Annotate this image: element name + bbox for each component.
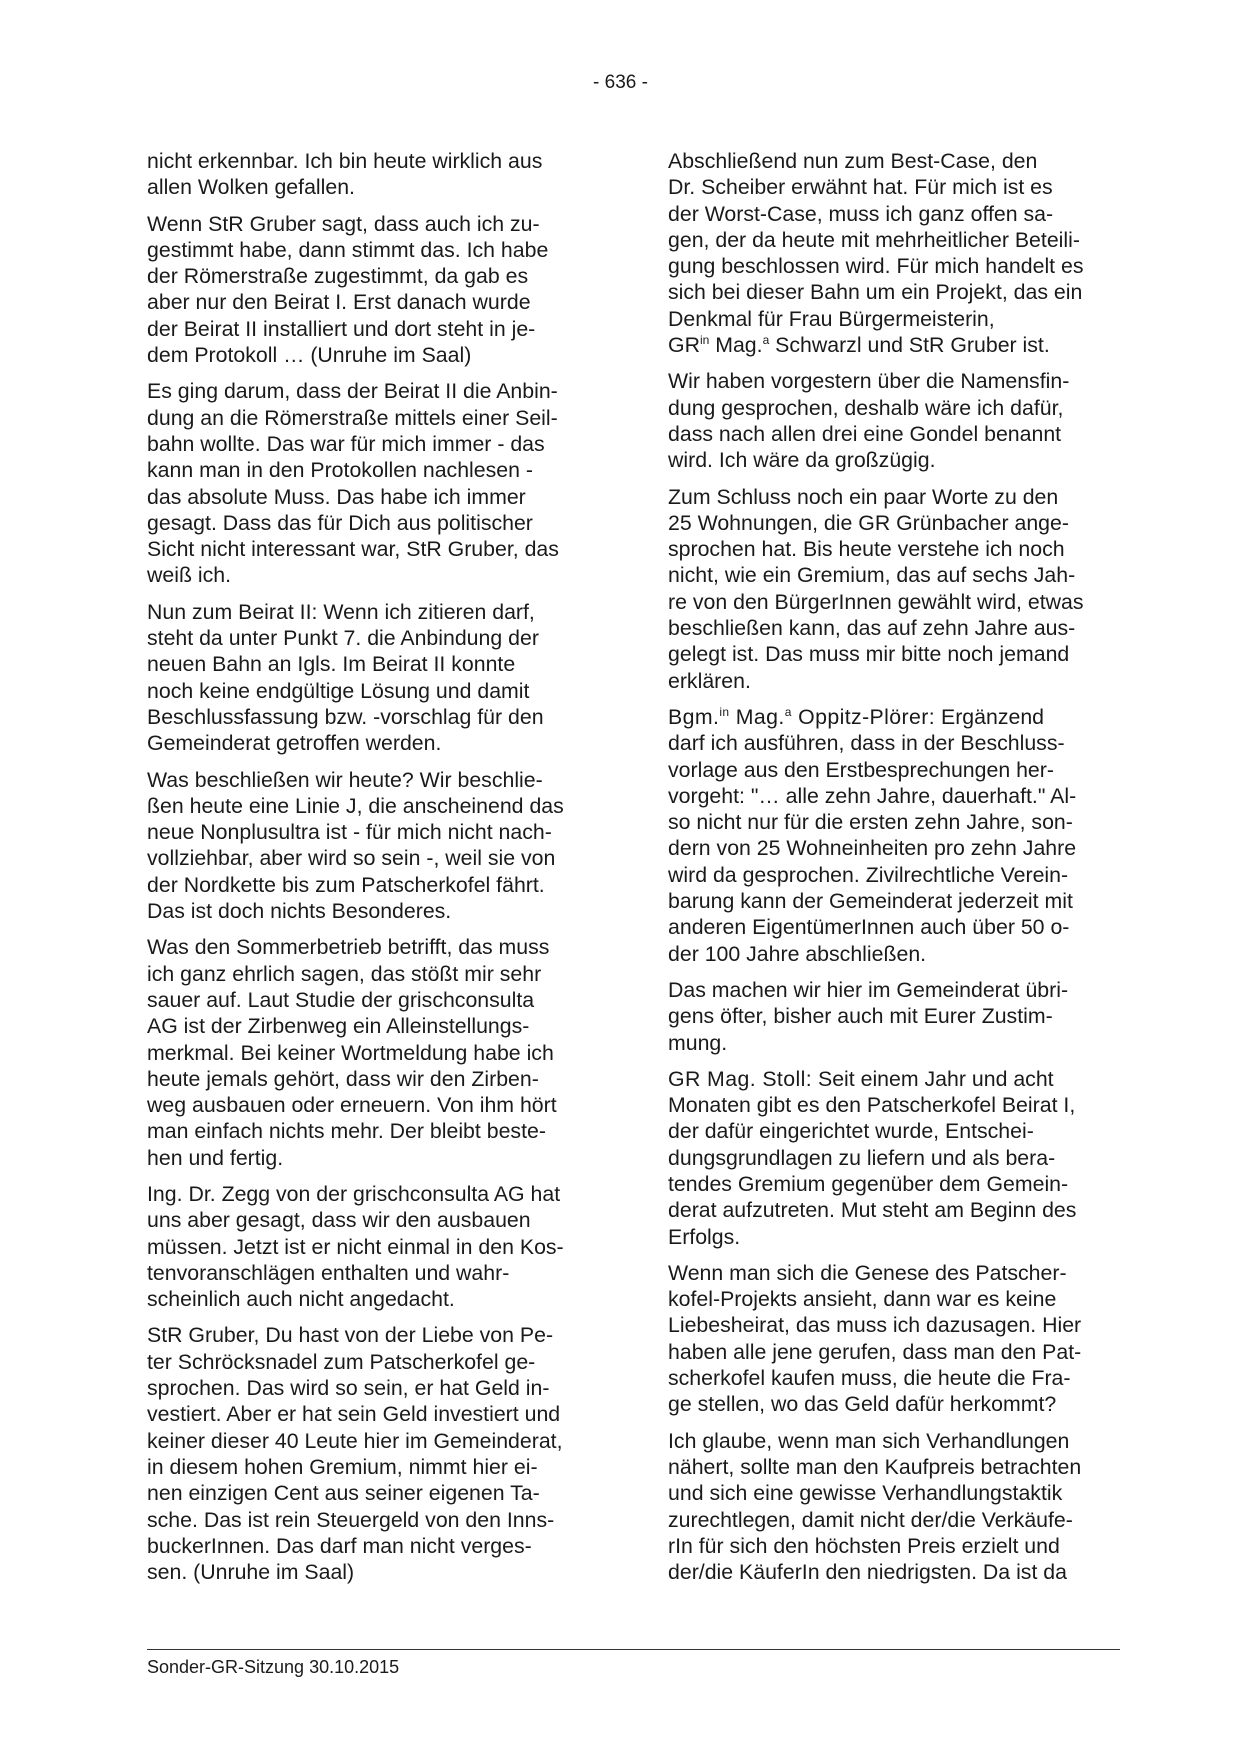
paragraph: nicht erkennbar. Ich bin heute wirklich aus allen Wolken gefallen.: [147, 149, 543, 200]
speaker-name: GR Mag. Stoll:: [668, 1066, 813, 1091]
footer-text: Sonder-GR-Sitzung 30.10.2015: [147, 1657, 400, 1677]
paragraph: Es ging darum, dass der Beirat II die Anbin- dung an die Römerstraße mittels einer Seil- bahn wollte. Das war für mich immer - das kann man in den Protokollen nachlesen - das absolute Muss. Das habe ich immer gesagt. Dass das für Dich aus politischer Sicht nicht interessant war, StR Gruber, das weiß ich.: [147, 379, 559, 588]
paragraph: Ich glaube, wenn man sich Verhandlungen nähert, sollte man den Kaufpreis betrachten und sich eine gewisse Verhandlungstaktik zurechtlegen, damit nicht der/die Verkäufe- rIn für sich den höchsten Preis erzielt und der/die KäuferIn den niedrigsten. Da ist da: [668, 1428, 1082, 1585]
paragraph: Wenn StR Gruber sagt, dass auch ich zu- gestimmt habe, dann stimmt das. Ich habe der Römerstraße zugestimmt, da gab es aber nur den Beirat I. Erst danach wurde der Beirat II installiert und dort steht in je- dem Protokoll … (Unruhe im Saal): [147, 211, 549, 368]
paragraph: Bgm.$^{in}$ Mag.$^a$ Oppitz-Plörer: Ergänzend darf ich ausführen, dass in der Beschluss- vorlage aus den Erstbesprechungen her- vorgeht: "… alle zehn Jahre, dauerhaft." Al- so nicht nur für die ersten zehn Jahre, son- dern von 25 Wohneinheiten pro zehn Jahre wird da gesprochen. Zivilrechtliche Verein- barung kann der Gemeinderat jederzeit mit anderen EigentümerInnen auch über 50 o- der 100 Jahre abschließen.: [668, 704, 1077, 966]
left-column: [147, 148, 599, 1595]
paragraph: GR Mag. Stoll: Seit einem Jahr und acht Monaten gibt es den Patscherkofel Beirat I, der dafür eingerichtet wurde, Entschei- dungsgrundlagen zu liefern und als bera- tendes Gremium gegenüber dem Gemein- derat aufzutreten. Mut steht am Beginn des Erfolgs.: [668, 1066, 1077, 1249]
footer-divider: [147, 1649, 1120, 1650]
page-number: - 636 -: [593, 72, 648, 93]
right-column: [668, 148, 1120, 1595]
paragraph: StR Gruber, Du hast von der Liebe von Pe- ter Schröcksnadel zum Patscherkofel ge- sprochen. Das wird so sein, er hat Geld in- vestiert. Aber er hat sein Geld investiert und keiner dieser 40 Leute hier im Gemeinderat, in diesem hohen Gremium, nimmt hier ei- nen einzigen Cent aus seiner eigenen Ta- sche. Das ist rein Steuergeld von den Inns- buckerInnen. Das darf man nicht verges- sen. (Unruhe im Saal): [147, 1323, 563, 1585]
paragraph: Ing. Dr. Zegg von der grischconsulta AG hat uns aber gesagt, dass wir den ausbauen müssen. Jetzt ist er nicht einmal in den Kos- tenvoranschlägen enthalten und wahr- scheinlich auch nicht angedacht.: [147, 1181, 564, 1312]
paragraph: Zum Schluss noch ein paar Worte zu den 25 Wohnungen, die GR Grünbacher ange- sprochen hat. Bis heute verstehe ich noch nicht, wie ein Gremium, das auf sechs Jah- re von den BürgerInnen gewählt wird, etwas beschließen kann, das auf zehn Jahre aus- gelegt ist. Das muss mir bitte noch jemand erklären.: [668, 484, 1084, 693]
speaker-name: Bgm.$^{in}$ Mag.$^a$ Oppitz-Plörer:: [668, 704, 936, 729]
paragraph: Wenn man sich die Genese des Patscher- kofel-Projekts ansieht, dann war es keine Liebesheirat, das muss ich dazusagen. Hier haben alle jene gerufen, dass man den Pat- scherkofel kaufen muss, die heute die Fra- ge stellen, wo das Geld dafür herkommt?: [668, 1260, 1082, 1417]
paragraph: Was den Sommerbetrieb betrifft, das muss ich ganz ehrlich sagen, das stößt mir sehr sauer auf. Laut Studie der grischconsulta AG ist der Zirbenweg ein Alleinstellungs- merkmal. Bei keiner Wortmeldung habe ich heute jemals gehört, dass wir den Zirben- weg ausbauen oder erneuern. Von ihm hört man einfach nichts mehr. Der bleibt beste- hen und fertig.: [147, 935, 557, 1170]
paragraph: Wir haben vorgestern über die Namensfin- dung gesprochen, deshalb wäre ich dafür, dass nach allen drei eine Gondel benannt wird. Ich wäre da großzügig.: [668, 369, 1070, 473]
paragraph: Abschließend nun zum Best-Case, den Dr. Scheiber erwähnt hat. Für mich ist es der Worst-Case, muss ich ganz offen sa- gen, der da heute mit mehrheitlicher Beteili- gung beschlossen wird. Für mich handelt es sich bei dieser Bahn um ein Projekt, das ein Denkmal für Frau Bürgermeisterin, $GR^{in}$ Mag.$^a$ Schwarzl und StR Gruber ist.: [668, 149, 1084, 358]
paragraph: Das machen wir hier im Gemeinderat übri- gens öfter, bisher auch mit Eurer Zustim- mung.: [668, 977, 1069, 1055]
paragraph: Nun zum Beirat II: Wenn ich zitieren darf, steht da unter Punkt 7. die Anbindung der neuen Bahn an Igls. Im Beirat II konnte noch keine endgültige Lösung und damit Beschlussfassung bzw. -vorschlag für den Gemeinderat getroffen werden.: [147, 599, 544, 756]
paragraph: Was beschließen wir heute? Wir beschlie- ßen heute eine Linie J, die anscheinend das neue Nonplusultra ist - für mich nicht nach- vollziehbar, aber wird so sein -, weil sie von der Nordkette bis zum Patscherkofel fährt. Das ist doch nichts Besonderes.: [147, 767, 564, 924]
